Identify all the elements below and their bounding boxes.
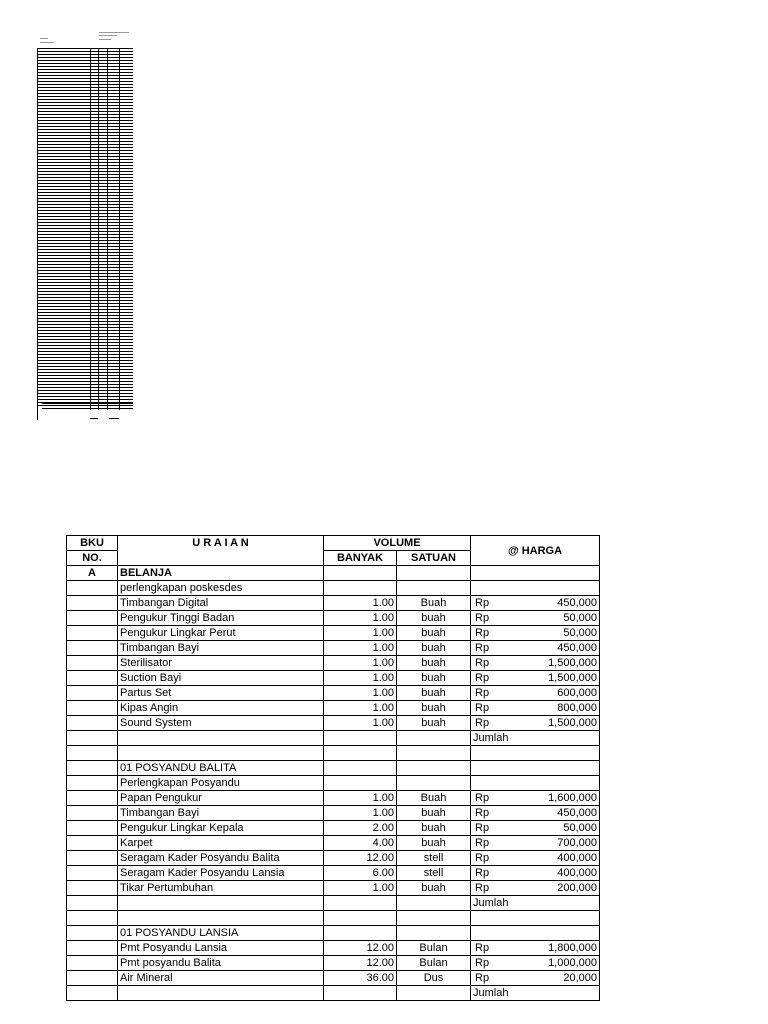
price-wrapper xyxy=(473,596,597,610)
budget-table-body xyxy=(67,536,600,1001)
item-price: 20,000 xyxy=(563,972,597,984)
item-price: 1,800,000 xyxy=(548,942,597,954)
item-name: Seragam Kader Posyandu Lansia xyxy=(118,866,324,881)
price-wrapper xyxy=(473,821,597,835)
empty-cell xyxy=(67,896,118,911)
item-name: Timbangan Bayi xyxy=(118,806,324,821)
uraian-header: U R A I A N xyxy=(118,536,324,566)
item-name: Karpet xyxy=(118,836,324,851)
item-price-cell xyxy=(471,611,600,626)
empty-cell xyxy=(67,851,118,866)
item-qty: 4.00 xyxy=(324,836,397,851)
group-heading-row xyxy=(67,761,600,776)
empty-cell xyxy=(324,566,397,581)
group-heading-row-label: 01 POSYANDU LANSIA xyxy=(118,926,324,941)
item-qty: 1.00 xyxy=(324,716,397,731)
item-price-cell xyxy=(471,821,600,836)
empty-cell xyxy=(67,656,118,671)
item-name: Timbangan Bayi xyxy=(118,641,324,656)
item-qty: 12.00 xyxy=(324,851,397,866)
item-qty: 1.00 xyxy=(324,806,397,821)
item-unit: stell xyxy=(397,866,471,881)
price-wrapper xyxy=(473,866,597,880)
group-heading-row xyxy=(67,926,600,941)
item-unit: buah xyxy=(397,881,471,896)
price-wrapper xyxy=(473,641,597,655)
subtotal-label: Jumlah xyxy=(471,986,600,1001)
group-subheading-row xyxy=(67,776,600,791)
empty-cell xyxy=(67,776,118,791)
item-price: 600,000 xyxy=(557,687,597,699)
empty-cell xyxy=(67,911,118,926)
item-price-cell xyxy=(471,701,600,716)
empty-cell xyxy=(67,821,118,836)
empty-cell xyxy=(67,761,118,776)
item-price: 450,000 xyxy=(557,642,597,654)
item-unit: buah xyxy=(397,671,471,686)
subtotal-label: Jumlah xyxy=(471,896,600,911)
empty-cell xyxy=(324,926,397,941)
price-wrapper xyxy=(473,611,597,625)
item-name: Timbangan Digital xyxy=(118,596,324,611)
group-subheading-row-label: perlengkapan poskesdes xyxy=(118,581,324,596)
empty-cell xyxy=(67,596,118,611)
currency-label: Rp xyxy=(475,942,490,954)
item-price-cell xyxy=(471,686,600,701)
item-name: Papan Pengukur xyxy=(118,791,324,806)
price-wrapper xyxy=(473,851,597,865)
item-row xyxy=(67,881,600,896)
empty-cell xyxy=(397,776,471,791)
item-qty: 1.00 xyxy=(324,626,397,641)
price-wrapper xyxy=(473,971,597,985)
item-price-cell xyxy=(471,851,600,866)
sheet-thumbnail xyxy=(37,30,137,422)
price-wrapper xyxy=(473,956,597,970)
item-qty: 6.00 xyxy=(324,866,397,881)
item-unit: buah xyxy=(397,701,471,716)
item-row xyxy=(67,806,600,821)
empty-cell xyxy=(324,776,397,791)
empty-cell xyxy=(324,986,397,1001)
thumbnail-column-line xyxy=(119,48,120,410)
thumbnail-column-line xyxy=(107,48,108,410)
subtotal-row xyxy=(67,731,600,746)
item-row xyxy=(67,611,600,626)
item-price: 1,500,000 xyxy=(548,717,597,729)
empty-cell xyxy=(118,746,324,761)
item-price: 400,000 xyxy=(557,852,597,864)
item-qty: 2.00 xyxy=(324,821,397,836)
currency-label: Rp xyxy=(475,627,490,639)
item-row xyxy=(67,791,600,806)
thumbnail-column-line xyxy=(98,48,99,410)
empty-cell xyxy=(471,761,600,776)
empty-cell xyxy=(67,806,118,821)
subtotal-row xyxy=(67,986,600,1001)
empty-cell xyxy=(67,716,118,731)
thumbnail-header-mark xyxy=(99,35,117,36)
item-qty: 36.00 xyxy=(324,971,397,986)
item-unit: buah xyxy=(397,641,471,656)
item-row xyxy=(67,671,600,686)
thumbnail-header-mark xyxy=(40,42,54,43)
item-name: Pengukur Lingkar Perut xyxy=(118,626,324,641)
item-price: 450,000 xyxy=(557,597,597,609)
empty-cell xyxy=(67,746,118,761)
item-price-cell xyxy=(471,806,600,821)
empty-cell xyxy=(397,896,471,911)
section-row xyxy=(67,566,600,581)
empty-cell xyxy=(67,626,118,641)
item-price-cell xyxy=(471,791,600,806)
item-unit: Bulan xyxy=(397,941,471,956)
item-price-cell xyxy=(471,716,600,731)
item-price: 1,000,000 xyxy=(548,957,597,969)
item-row xyxy=(67,641,600,656)
thumbnail-header-mark xyxy=(99,39,111,40)
empty-cell xyxy=(397,911,471,926)
item-name: Sterilisator xyxy=(118,656,324,671)
spacer-row xyxy=(67,746,600,761)
subtotal-label: Jumlah xyxy=(471,731,600,746)
item-row xyxy=(67,851,600,866)
item-unit: buah xyxy=(397,656,471,671)
currency-label: Rp xyxy=(475,672,490,684)
item-price: 1,600,000 xyxy=(548,792,597,804)
item-unit: buah xyxy=(397,821,471,836)
empty-cell xyxy=(118,896,324,911)
item-name: Sound System xyxy=(118,716,324,731)
price-wrapper xyxy=(473,686,597,700)
empty-cell xyxy=(397,581,471,596)
banyak-header: BANYAK xyxy=(324,551,397,566)
item-price: 50,000 xyxy=(563,612,597,624)
item-name: Kipas Angin xyxy=(118,701,324,716)
price-wrapper xyxy=(473,941,597,955)
item-unit: buah xyxy=(397,626,471,641)
empty-cell xyxy=(471,581,600,596)
item-row xyxy=(67,866,600,881)
empty-cell xyxy=(324,746,397,761)
item-name: Pmt Posyandu Lansia xyxy=(118,941,324,956)
price-wrapper xyxy=(473,671,597,685)
item-name: Seragam Kader Posyandu Balita xyxy=(118,851,324,866)
currency-label: Rp xyxy=(475,807,490,819)
empty-cell xyxy=(67,581,118,596)
price-wrapper xyxy=(473,881,597,895)
thumbnail-header-mark xyxy=(99,32,129,33)
item-price: 450,000 xyxy=(557,807,597,819)
empty-cell xyxy=(67,686,118,701)
item-price-cell xyxy=(471,641,600,656)
item-row xyxy=(67,956,600,971)
item-unit: buah xyxy=(397,806,471,821)
bku-header: BKU xyxy=(67,536,118,551)
item-unit: Buah xyxy=(397,791,471,806)
harga-header: @ HARGA xyxy=(471,536,600,566)
price-wrapper xyxy=(473,716,597,730)
empty-cell xyxy=(471,926,600,941)
item-price: 1,500,000 xyxy=(548,672,597,684)
item-name: Pengukur Lingkar Kepala xyxy=(118,821,324,836)
item-qty: 1.00 xyxy=(324,656,397,671)
item-row xyxy=(67,971,600,986)
item-row xyxy=(67,941,600,956)
subtotal-row xyxy=(67,896,600,911)
thumbnail-total-line xyxy=(42,408,133,409)
empty-cell xyxy=(324,761,397,776)
item-qty: 12.00 xyxy=(324,956,397,971)
empty-cell xyxy=(67,986,118,1001)
item-qty: 1.00 xyxy=(324,701,397,716)
item-price: 50,000 xyxy=(563,822,597,834)
item-unit: buah xyxy=(397,716,471,731)
item-name: Pengukur Tinggi Badan xyxy=(118,611,324,626)
item-row xyxy=(67,656,600,671)
currency-label: Rp xyxy=(475,957,490,969)
empty-cell xyxy=(397,566,471,581)
empty-cell xyxy=(67,836,118,851)
item-price-cell xyxy=(471,626,600,641)
volume-header: VOLUME xyxy=(324,536,471,551)
satuan-header: SATUAN xyxy=(397,551,471,566)
empty-cell xyxy=(471,746,600,761)
currency-label: Rp xyxy=(475,642,490,654)
item-unit: buah xyxy=(397,686,471,701)
thumbnail-total-line xyxy=(42,403,133,404)
currency-label: Rp xyxy=(475,792,490,804)
currency-label: Rp xyxy=(475,702,490,714)
thumbnail-column-line xyxy=(90,48,91,410)
price-wrapper xyxy=(473,626,597,640)
item-row xyxy=(67,701,600,716)
empty-cell xyxy=(471,566,600,581)
currency-label: Rp xyxy=(475,882,490,894)
header-row xyxy=(67,536,600,551)
item-name: Pmt posyandu Balita xyxy=(118,956,324,971)
item-price: 1,500,000 xyxy=(548,657,597,669)
item-price: 50,000 xyxy=(563,627,597,639)
currency-label: Rp xyxy=(475,867,490,879)
empty-cell xyxy=(67,881,118,896)
item-qty: 1.00 xyxy=(324,611,397,626)
empty-cell xyxy=(67,791,118,806)
budget-table xyxy=(66,535,600,1001)
item-unit: Dus xyxy=(397,971,471,986)
empty-cell xyxy=(67,956,118,971)
price-wrapper xyxy=(473,701,597,715)
empty-cell xyxy=(67,941,118,956)
section-title: BELANJA xyxy=(118,566,324,581)
group-subheading-row-label: Perlengkapan Posyandu xyxy=(118,776,324,791)
empty-cell xyxy=(67,731,118,746)
item-price-cell xyxy=(471,881,600,896)
empty-cell xyxy=(324,896,397,911)
item-price: 200,000 xyxy=(557,882,597,894)
empty-cell xyxy=(67,971,118,986)
item-name: Suction Bayi xyxy=(118,671,324,686)
item-name: Tikar Pertumbuhan xyxy=(118,881,324,896)
item-row xyxy=(67,716,600,731)
item-price-cell xyxy=(471,596,600,611)
price-wrapper xyxy=(473,791,597,805)
item-price-cell xyxy=(471,656,600,671)
empty-cell xyxy=(397,746,471,761)
empty-cell xyxy=(67,701,118,716)
item-unit: buah xyxy=(397,836,471,851)
empty-cell xyxy=(118,731,324,746)
empty-cell xyxy=(118,986,324,1001)
price-wrapper xyxy=(473,836,597,850)
empty-cell xyxy=(67,866,118,881)
empty-cell xyxy=(67,611,118,626)
group-heading-row-label: 01 POSYANDU BALITA xyxy=(118,761,324,776)
empty-cell xyxy=(67,671,118,686)
price-wrapper xyxy=(473,806,597,820)
empty-cell xyxy=(397,926,471,941)
item-qty: 12.00 xyxy=(324,941,397,956)
empty-cell xyxy=(324,911,397,926)
item-qty: 1.00 xyxy=(324,641,397,656)
item-qty: 1.00 xyxy=(324,881,397,896)
currency-label: Rp xyxy=(475,612,490,624)
item-row xyxy=(67,596,600,611)
empty-cell xyxy=(67,641,118,656)
thumbnail-signature-line xyxy=(90,418,98,419)
empty-cell xyxy=(397,731,471,746)
item-price-cell xyxy=(471,836,600,851)
item-qty: 1.00 xyxy=(324,791,397,806)
currency-label: Rp xyxy=(475,822,490,834)
thumbnail-signature-line xyxy=(109,418,119,419)
item-unit: Bulan xyxy=(397,956,471,971)
item-name: Air Mineral xyxy=(118,971,324,986)
no-header: NO. xyxy=(67,551,118,566)
currency-label: Rp xyxy=(475,597,490,609)
item-name: Partus Set xyxy=(118,686,324,701)
currency-label: Rp xyxy=(475,972,490,984)
empty-cell xyxy=(397,761,471,776)
currency-label: Rp xyxy=(475,837,490,849)
currency-label: Rp xyxy=(475,657,490,669)
item-price-cell xyxy=(471,671,600,686)
item-row xyxy=(67,626,600,641)
spacer-row xyxy=(67,911,600,926)
empty-cell xyxy=(397,986,471,1001)
item-row xyxy=(67,686,600,701)
item-price-cell xyxy=(471,941,600,956)
item-row xyxy=(67,821,600,836)
empty-cell xyxy=(471,776,600,791)
item-unit: stell xyxy=(397,851,471,866)
empty-cell xyxy=(324,731,397,746)
section-code: A xyxy=(67,566,118,581)
item-price-cell xyxy=(471,866,600,881)
empty-cell xyxy=(324,581,397,596)
thumbnail-header-mark xyxy=(40,38,48,39)
currency-label: Rp xyxy=(475,687,490,699)
price-wrapper xyxy=(473,656,597,670)
item-qty: 1.00 xyxy=(324,671,397,686)
currency-label: Rp xyxy=(475,717,490,729)
empty-cell xyxy=(471,911,600,926)
item-price: 400,000 xyxy=(557,867,597,879)
item-qty: 1.00 xyxy=(324,686,397,701)
item-price-cell xyxy=(471,971,600,986)
item-unit: buah xyxy=(397,611,471,626)
item-unit: Buah xyxy=(397,596,471,611)
item-price: 700,000 xyxy=(557,837,597,849)
currency-label: Rp xyxy=(475,852,490,864)
empty-cell xyxy=(67,926,118,941)
item-row xyxy=(67,836,600,851)
group-subheading-row xyxy=(67,581,600,596)
item-price: 800,000 xyxy=(557,702,597,714)
item-qty: 1.00 xyxy=(324,596,397,611)
item-price-cell xyxy=(471,956,600,971)
empty-cell xyxy=(118,911,324,926)
